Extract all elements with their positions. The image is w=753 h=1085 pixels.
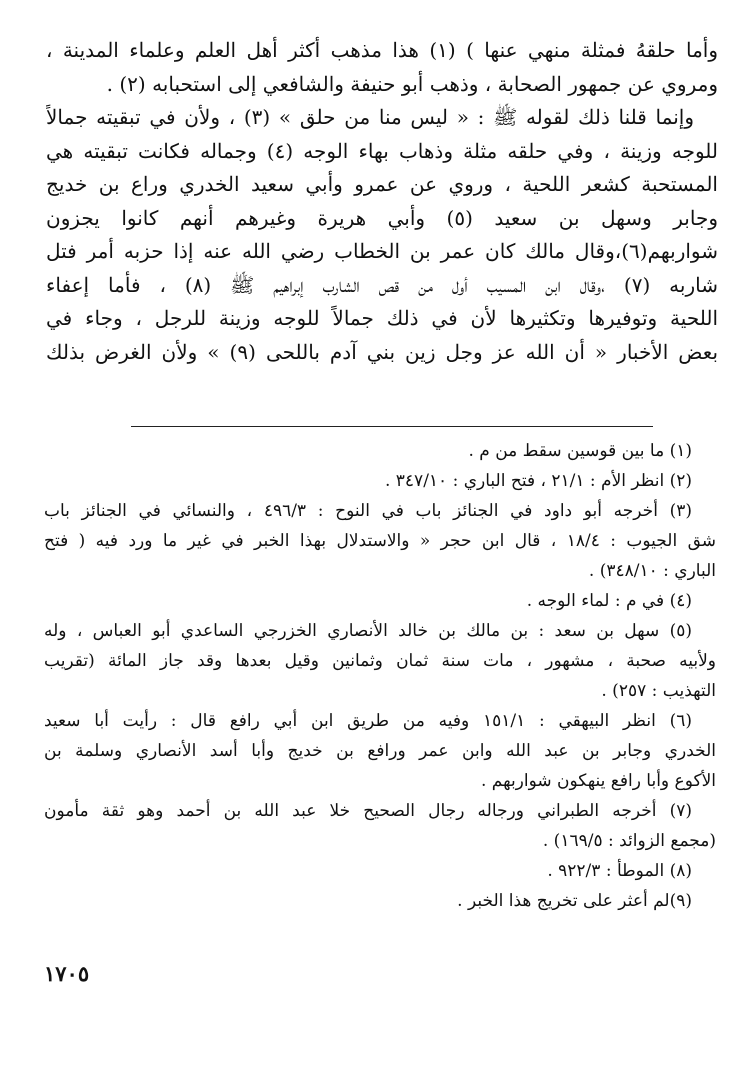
- main-text-line: وإنما قلنا ذلك لقوله ﷺ : « ليس منا من حلق » (٣) ، ولأن في تبقيته جمالاً: [46, 105, 694, 129]
- main-text-line: ومروي عن جمهور الصحابة ، وذهب أبو حنيفة والشافعي إلى استحبابه (٢) .: [106, 71, 718, 96]
- footnote-5: (٥) سهل بن سعد : بن مالك بن خالد الأنصاري الخزرجي الساعدي أبو العباس ، وله: [44, 621, 692, 641]
- footnote-4: (٤) في م : لماء الوجه .: [526, 591, 692, 611]
- main-text-line: المستحبة كشعر اللحية ، وروي عن عمرو وأبي سعيد الخدري وراع بن خديج: [46, 172, 718, 196]
- footnote-6-continuation: الخدري وجابر بن عبد الله وابن عمر ورافع بن خديج وأبا أسد الأنصاري وسلمة بن: [44, 741, 716, 761]
- footnote-6: (٦) انظر البيهقي : ١٥١/١ وفيه من طريق ابن أبي رافع قال : رأيت أبا سعيد: [44, 711, 692, 731]
- footnote-divider: [131, 426, 653, 427]
- main-text-line: وجابر وسهل بن سعيد (٥) وأبي هريرة وغيرهم أنهم كانوا يجزون: [46, 205, 718, 230]
- main-text-line: بعض الأخبار « أن الله عز وجل زين بني آدم باللحى (٩) » ولأن الغرض بذلك: [46, 339, 718, 364]
- footnote-3-continuation: شق الجيوب : ١٨/٤ ، قال ابن حجر « والاستدلال بهذا الخبر في غير ما ورد فيه ( فتح: [44, 531, 716, 551]
- footnote-2: (٢) انظر الأم : ٢١/١ ، فتح الباري : ٣٤٧/١٠ .: [384, 471, 692, 491]
- footnote-9: (٩)لم أعثر على تخريج هذا الخبر .: [457, 891, 692, 911]
- footnote-3: (٣) أخرجه أبو داود في الجنائز باب في النوح : ٤٩٦/٣ ، والنسائي في الجنائز باب: [44, 501, 692, 521]
- page-number: ١٧٠٥: [44, 961, 90, 986]
- main-text-line: وأما حلقهُ فمثلة منهي عنها ) (١) هذا مذهب أكثر أهل العلم وعلماء المدينة ،: [46, 38, 718, 62]
- footnote-3-continuation: الباري : ٣٤٨/١٠) .: [588, 561, 716, 581]
- main-text: [46, 34, 718, 369]
- main-text-line: شواربهم(٦)،وقال مالك كان عمر بن الخطاب رضي الله عنه إذا حزبه أمر فتل: [46, 239, 718, 263]
- main-text-line: اللحية وتوفيرها وتكثيرها لأن في ذلك جمالاً للوجه وزينة للرجل ، وجاء في: [46, 306, 718, 330]
- footnote-1: (١) ما بين قوسين سقط من م .: [468, 441, 692, 461]
- footnote-6-continuation: الأكوع وأبا رافع ينهكون شواربهم .: [480, 771, 716, 791]
- footnote-5-continuation: التهذيب : ٢٥٧) .: [601, 681, 716, 701]
- footnote-7: (٧) أخرجه الطبراني ورجاله رجال الصحيح خلا عبد الله بن أحمد وهو ثقة مأمون: [44, 801, 692, 821]
- main-text-line: شاربه (٧) ،وقال ابن المسيب أول من قص الشارب إبراهيم ﷺ (٨) ، فأما إعفاء: [46, 272, 718, 297]
- footnote-8: (٨) الموطأ : ٩٢٢/٣ .: [547, 861, 692, 881]
- footnote-7-continuation: (مجمع الزوائد : ١٦٩/٥) .: [542, 831, 716, 851]
- main-text-line: للوجه وزينة ، وفي حلقه مثلة وذهاب بهاء الوجه (٤) وجماله فكانت تبقيته هي: [46, 138, 718, 163]
- footnote-5-continuation: ولأبيه صحبة ، مشهور ، مات سنة ثمان وثمانين وقيل بعدها وقد جاز المائة (تقريب: [44, 651, 716, 671]
- footnotes: [44, 436, 716, 916]
